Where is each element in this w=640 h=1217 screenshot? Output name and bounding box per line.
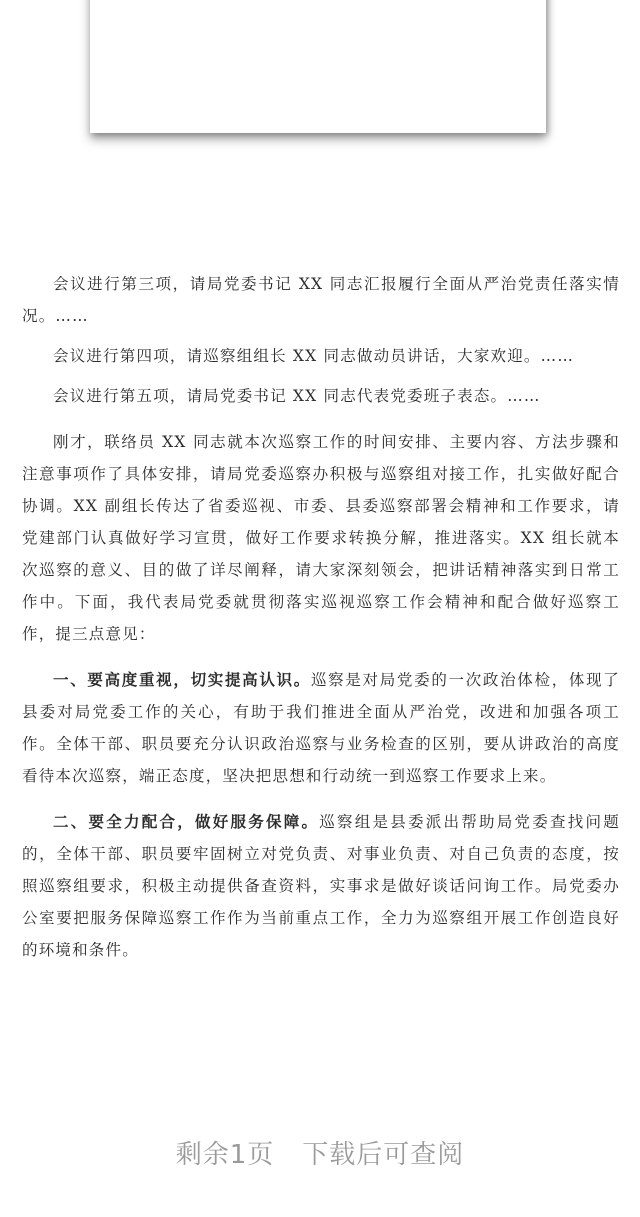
paragraph-point-one <box>22 664 620 792</box>
paragraph-item-4 <box>22 340 620 372</box>
paragraph-text: 会议进行第三项，请局党委书记 XX 同志汇报履行全面从严治党责任落实情况。…… <box>22 275 620 325</box>
download-to-view-label[interactable]: 下载后可查阅 <box>302 1140 465 1170</box>
point-heading: 一、要高度重视，切实提高认识。 <box>53 670 311 689</box>
download-prompt[interactable] <box>0 1134 640 1171</box>
paragraph-point-two <box>22 806 620 966</box>
paragraph-text: 巡察是对局党委的一次政治体检，体现了县委对局党委工作的关心，有助于我们推进全面从严治党，改进和加强各项工作。全体干部、职员要充分认识政治巡察与业务检查的区别，要从讲政治的高度看待本次巡察，端正态度，坚决把思想和行动统一到巡察工作要求上来。 <box>22 671 620 785</box>
paragraph-item-5 <box>22 380 620 412</box>
paragraph-text: 刚才，联络员 XX 同志就本次巡察工作的时间安排、主要内容、方法步骤和注意事项作了具体安排，请局党委巡察办积极与巡察组对接工作，扎实做好配合协调。XX 副组长传达了省委巡视、市委、县委巡察部署会精神和工作要求，请党建部门认真做好学习宣贯，做好工作要求转换分解，推进落实。XX 组长就本次巡察的意义、目的做了详尽阐释，请大家深刻领会，把讲话精神落实到日常工作中。下面，我代表局党委就贯彻落实巡视巡察工作会精神和配合做好巡察工作，提三点意见： <box>22 433 620 643</box>
remaining-pages-label: 剩余1页 <box>175 1140 275 1170</box>
previous-page-preview <box>90 0 546 133</box>
document-body <box>22 268 620 980</box>
point-heading: 二、要全力配合，做好服务保障。 <box>53 812 320 831</box>
paragraph-summary <box>22 426 620 650</box>
paragraph-text: 会议进行第五项，请局党委书记 XX 同志代表党委班子表态。…… <box>53 387 541 405</box>
paragraph-text: 会议进行第四项，请巡察组组长 XX 同志做动员讲话，大家欢迎。…… <box>53 347 575 365</box>
paragraph-text: 巡察组是县委派出帮助局党委查找问题的，全体干部、职员要牢固树立对党负责、对事业负责、对自己负责的态度，按照巡察组要求，积极主动提供备查资料，实事求是做好谈话问询工作。局党委办公室要把服务保障巡察工作作为当前重点工作，全力为巡察组开展工作创造良好的环境和条件。 <box>22 813 620 959</box>
paragraph-item-3 <box>22 268 620 332</box>
